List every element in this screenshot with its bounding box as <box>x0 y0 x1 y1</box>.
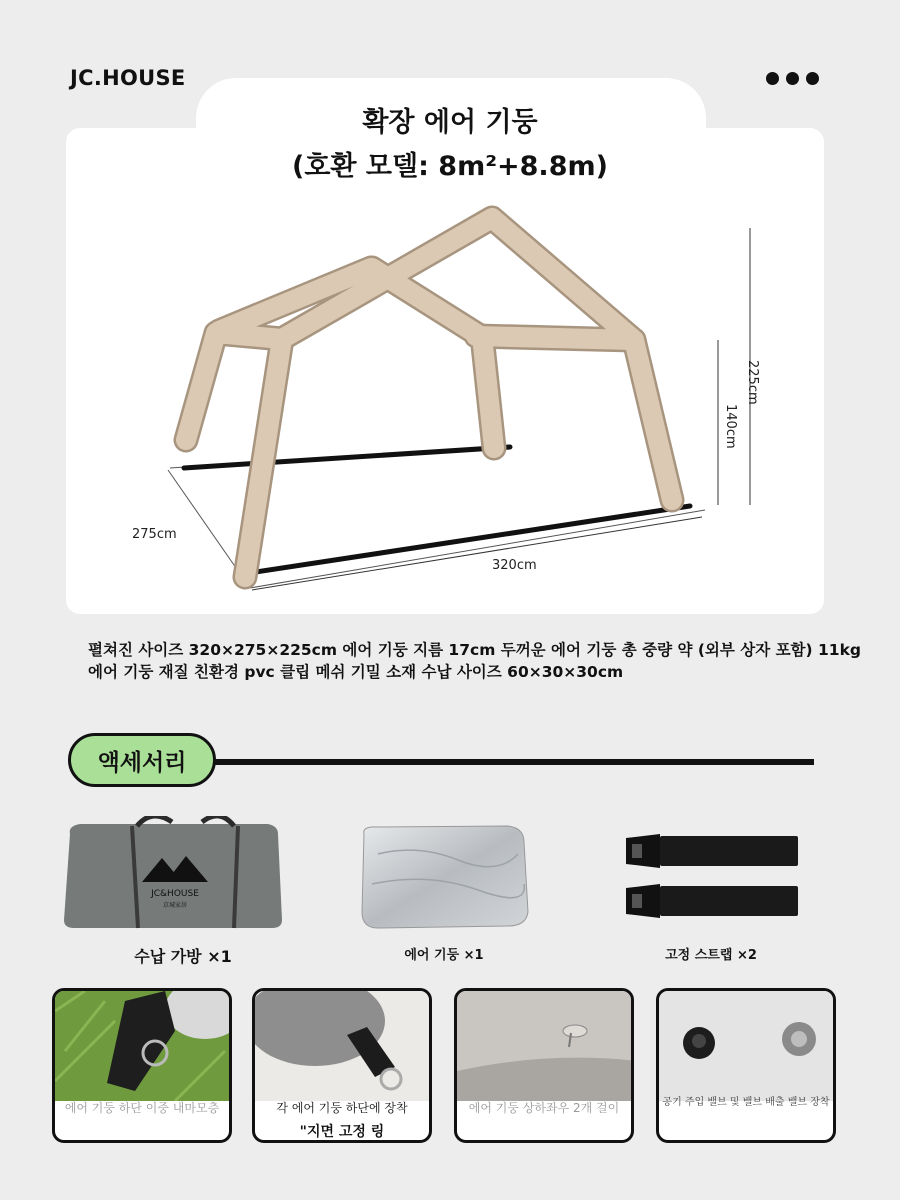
strap-2 <box>626 884 798 918</box>
folded-air-pillar-image <box>358 824 530 930</box>
accessories-label: 액세서리 <box>97 749 187 776</box>
accessories-badge <box>68 733 216 787</box>
hooks-photo <box>457 991 631 1101</box>
deflation-valve-icon <box>782 1022 816 1056</box>
detail-card-wear-layer <box>52 988 232 1143</box>
accessories-divider <box>214 759 814 765</box>
detail-caption-valves: 공기 주입 밸브 및 밸브 배출 밸브 장착 <box>662 1097 830 1108</box>
detail-card-hooks <box>454 988 634 1143</box>
inflation-valve-icon <box>683 1027 715 1059</box>
item-caption-bag: 수납 가방 ×1 <box>134 947 232 966</box>
hero-title: 확장 에어 기둥 <box>362 107 538 138</box>
dim-width: 320cm <box>492 558 537 573</box>
spec-line-2: 에어 기둥 재질 친환경 pvc 클립 메쉬 기밀 소재 수납 사이즈 60×30×30cm <box>88 663 624 681</box>
item-caption-straps: 고정 스트랩 ×2 <box>665 948 757 963</box>
air-frame-tubes <box>186 218 672 577</box>
detail-caption-wear-layer: 에어 기둥 하단 이중 내마모층 <box>64 1101 220 1115</box>
detail-caption-ground-ring-2: "지면 고정 링 <box>299 1124 385 1140</box>
ground-ring-photo <box>255 991 429 1101</box>
bag-logo-subtext: 京城家居 <box>162 902 188 909</box>
detail-card-ground-ring <box>252 988 432 1143</box>
valves-photo <box>659 991 833 1101</box>
strap-1 <box>626 834 798 868</box>
hero-subtitle: (호환 모델: 8m²+8.8m) <box>292 151 608 182</box>
storage-bag-image <box>62 816 284 932</box>
detail-card-valves <box>656 988 836 1143</box>
dim-height-side: 140cm <box>723 404 738 449</box>
item-caption-pillar: 에어 기둥 ×1 <box>404 948 484 963</box>
brand-logo: JC.HOUSE <box>70 66 186 90</box>
detail-caption-ground-ring-1: 각 에어 기둥 하단에 장착 <box>276 1101 408 1115</box>
dim-depth: 275cm <box>132 527 177 542</box>
dim-height-total: 225cm <box>745 360 760 405</box>
fixing-straps-image <box>620 826 802 926</box>
detail-caption-hooks: 에어 기둥 상하좌우 2개 걸이 <box>468 1101 620 1115</box>
wear-layer-photo <box>55 991 229 1101</box>
bag-logo-text: JC&HOUSE <box>151 889 199 899</box>
spec-line-1: 펼쳐진 사이즈 320×275×225cm 에어 기둥 지름 17cm 두꺼운 에어 기둥 총 중량 약 (외부 상자 포함) 11kg <box>88 641 861 659</box>
